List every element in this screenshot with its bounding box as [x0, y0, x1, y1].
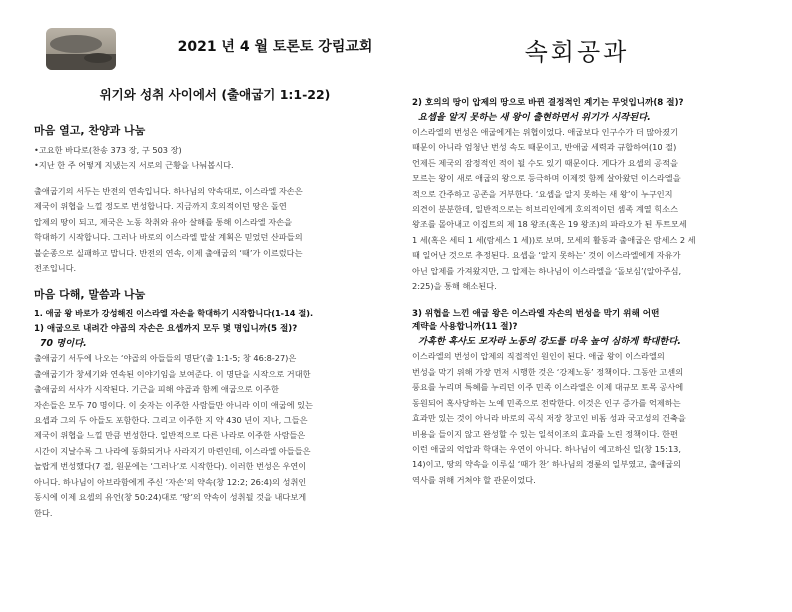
- body-line: 역사를 위해 거쳐야 할 관문이었다.: [412, 474, 536, 485]
- right-column: [412, 97, 762, 488]
- left-column: [34, 122, 384, 521]
- body-paragraph-2: [412, 125, 762, 294]
- section-heading-word: 마음 다해, 말씀과 나눔: [34, 288, 146, 302]
- body-line: 번성을 막기 위해 가장 먼저 시행한 것은 ‘강제노동’ 정책이다. 그동안 고센의: [412, 366, 684, 377]
- bullet-hymn: •고요한 바다로(찬송 373 장, 구 503 장): [34, 145, 182, 155]
- body-line: 출애굽의 서사가 시작된다. 기근을 피해 야곱과 함께 애굽으로 이주한: [34, 384, 279, 395]
- intro-paragraph: [34, 184, 384, 276]
- body-line: 이스라엘의 번성은 애굽에게는 위협이었다. 애굽보다 인구수가 더 많아졌기: [412, 127, 679, 137]
- landscape-photo-icon: [46, 28, 116, 70]
- body-line: 놀랍게 번성했다(7 절, 원문에는 ‘그러나’로 시작한다). 이러한 번성은 우연이: [34, 461, 307, 472]
- body-line: 아니다. 하나님이 아브라함에게 주신 ‘자손’의 약속(창 12:2; 26:4)의 성취인: [34, 476, 307, 487]
- brand-title: 속회공과: [524, 38, 630, 66]
- body-line: 때 일어난 것으로 추정된다. 요셉을 ‘알지 못하는’ 것이 이스라엘에게 자유가: [412, 250, 681, 261]
- body-line: 동원되어 혹사당하는 노예 민족으로 전락한다. 이것은 인구 증가를 억제하는: [412, 397, 681, 408]
- lesson-title: 위기와 성취 사이에서 (출애굽기 1:1-22): [99, 87, 331, 102]
- body-paragraph-3: [412, 349, 762, 488]
- question-1: 1) 애굽으로 내려간 야곱의 자손은 요셉까지 모두 몇 명입니까(5 절)?: [34, 324, 298, 335]
- intro-line: 불순종으로 실패하고 맙니다. 반전의 연속, 이제 출애굽의 ‘때’가 이르렀다는: [34, 247, 303, 258]
- body-line: 때문이 아니라 엄청난 번성 속도 때문이고, 반애굽 세력과 규합하여(10 절): [412, 142, 677, 153]
- answer-1: 70 명이다.: [40, 338, 87, 350]
- intro-line: 출애굽기의 서두는 반전의 연속입니다. 하나님의 약속대로, 이스라엘 자손은: [34, 186, 303, 196]
- body-line: 모르는 왕이 새로 애굽의 왕으로 등극하며 이제껏 함께 살아왔던 이스라엘을: [412, 173, 681, 184]
- body-line: 왕조를 몰아내고 이집트의 제 18 왕조(혹은 19 왕조)의 파라오가 된 투트모세: [412, 219, 687, 230]
- question-3: 3) 위협을 느낀 애굽 왕은 이스라엘 자손의 번성을 막기 위해 어떤: [412, 309, 660, 320]
- body-line: 이스라엘의 번성이 압제의 직접적인 원인이 된다. 애굽 왕이 이스라엘의: [412, 351, 665, 362]
- question-2: 2) 호의의 땅이 압제의 땅으로 바뀐 결정적인 계기는 무엇입니까(8 절)?: [412, 98, 684, 108]
- body-line: 출애굽기 서두에 나오는 ‘야곱의 아들들의 명단’(출 1:1-5; 창 46:8-27)은: [34, 353, 297, 364]
- answer-3: 가혹한 혹사도 모자라 노동의 강도를 더욱 높여 심하게 학대한다.: [418, 336, 681, 348]
- section-heading-opening: 마음 열고, 찬양과 나눔: [34, 124, 146, 137]
- body-line: 언제든 제국의 잠정적인 적이 될 수도 있기 때문이다. 게다가 요셉의 공적을: [412, 157, 678, 168]
- body-paragraph-1: [34, 351, 384, 520]
- body-line: 아닌 압제를 가져왔지만, 그 압제는 하나님이 이스라엘을 ‘돌보심’(알아주심,: [412, 265, 682, 276]
- church-logo-image: [46, 28, 116, 70]
- question-3-continued: 계략을 사용합니까(11 절)?: [412, 322, 518, 333]
- intro-line: 제국이 위협을 느낄 정도로 번성합니다. 지금까지 호의적이던 땅은 돌연: [34, 201, 287, 212]
- body-line: 비용을 들이지 않고 완성할 수 있는 일석이조의 효과를 노린 정책이다. 한편: [412, 428, 678, 439]
- body-line: 1 세(혹은 세티 1 세(람세스 1 세))로 보며, 모세의 활동과 출애굽은 람세스 2 세: [412, 234, 696, 245]
- answer-2: 요셉을 알지 못하는 새 왕이 출현하면서 위기가 시작된다.: [418, 112, 651, 123]
- body-line: 14)이고, 땅의 약속을 이루실 ‘때가 찬’ 하나님의 경륜의 일부였고, 출애굽의: [412, 459, 681, 470]
- body-line: 효과만 있는 것이 아니라 바로의 곡식 저장 창고인 비돔 성과 국고성의 건축을: [412, 413, 686, 424]
- bullet-sharing: •지난 한 주 어떻게 지냈는지 서로의 근황을 나눠봅시다.: [34, 160, 234, 170]
- body-line: 제국이 위협을 느낄 만큼 번성한다. 일반적으로 다른 나라로 이주한 사람들은: [34, 430, 306, 441]
- subsection-heading: 1. 애굽 왕 바로가 강성해진 이스라엘 자손을 학대하기 시작합니다(1-14 절).: [34, 308, 314, 319]
- body-line: 이런 애굽의 억압과 학대는 우연이 아니다. 하나님이 예고하신 일(창 15:13,: [412, 443, 681, 454]
- intro-line: 압제의 땅이 되고, 제국은 노동 착취와 유아 살해를 통해 이스라엘 자손을: [34, 216, 292, 227]
- body-line: 시간이 지날수록 그 나라에 동화되거나 사라지기 마련인데, 이스라엘 아들들은: [34, 445, 311, 456]
- body-line: 적으로 간주하고 공존을 거부한다. ‘요셉을 알지 못하는 새 왕’이 누구인지: [412, 188, 673, 199]
- body-line: 한다.: [34, 507, 53, 518]
- intro-line: 학대하기 시작합니다. 그러나 바로의 이스라엘 말살 계획은 믿었던 산파들의: [34, 232, 303, 243]
- body-line: 출애굽기가 창세기와 연속된 이야기임을 보여준다. 이 명단을 시작으로 거대한: [34, 368, 311, 379]
- body-line: 자손들은 모두 70 명이다. 이 숫자는 이주한 사람들만 아니라 이미 애굽에 있는: [34, 399, 313, 410]
- body-line: 요셉과 그의 두 아들도 포함한다. 그리고 이주한 지 약 430 년이 지나, 그들은: [34, 415, 308, 426]
- header-title: 2021 년 4 월 토론토 강림교회: [177, 39, 373, 55]
- body-line: 의견이 분분한데, 일반적으로는 히브리인에게 호의적이던 셈족 계열 힉소스: [412, 204, 679, 215]
- intro-line: 전조입니다.: [34, 263, 77, 274]
- body-line: 동시에 이제 요셉의 유언(창 50:24)대로 ‘땅’의 약속이 성취될 것을 내다보게: [34, 492, 307, 503]
- body-line: 풍요를 누리며 특혜를 누리던 이주 민족 이스라엘은 이제 대규모 토목 공사에: [412, 382, 684, 393]
- body-line: 2:25)을 통해 해소된다.: [412, 281, 497, 292]
